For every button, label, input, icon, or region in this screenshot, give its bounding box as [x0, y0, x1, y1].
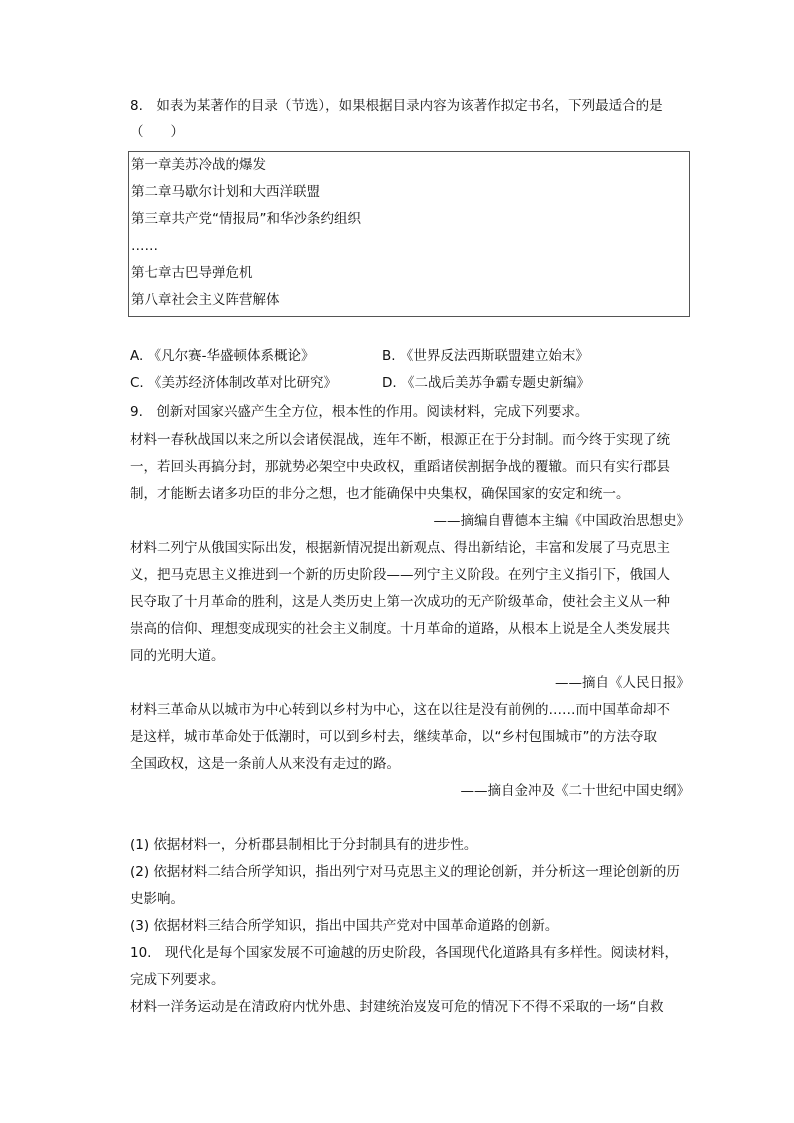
q9-material-2-line: 同的光明大道。	[130, 648, 225, 664]
q10-stem-line: 完成下列要求。	[130, 972, 225, 988]
q9-material-2-line: 崇高的信仰、理想变成现实的社会主义制度。十月革命的道路，从根本上说是全人类发展共	[130, 621, 670, 637]
q9-subquestion-2-line: 史影响。	[130, 891, 184, 907]
q9-material-1-line: 制，才能断去诸多功臣的非分之想，也才能确保中央集权，确保国家的安定和统一。	[130, 486, 630, 502]
q8-answer-paren: （ ）	[130, 124, 184, 140]
q9-subquestion-2-line: (2) 依据材料二结合所学知识，指出列宁对马克思主义的理论创新，并分析这一理论创新的历	[130, 864, 680, 880]
q8-option-a: A. 《凡尔赛-华盛顿体系概论》	[130, 348, 315, 364]
q8-stem: 8. 如表为某著作的目录（节选），如果根据目录内容为该著作拟定书名，下列最适合的是	[130, 98, 663, 114]
q8-option-b: B. 《世界反法西斯联盟建立始末》	[382, 348, 589, 364]
table-row: 第七章古巴导弹危机	[131, 265, 253, 281]
q9-subquestion-3: (3) 依据材料三结合所学知识，指出中国共产党对中国革命道路的创新。	[130, 918, 559, 934]
q9-material-2-line: 材料二列宁从俄国实际出发，根据新情况提出新观点、得出新结论，丰富和发展了马克思主	[130, 540, 670, 556]
q9-subquestion-1: (1) 依据材料一，分析郡县制相比于分封制具有的进步性。	[130, 837, 478, 853]
q9-material-3-line: 是这样，城市革命处于低潮时，可以到乡村去，继续革命，以“乡村包围城市”的方法夺取	[130, 729, 657, 745]
q9-material-3-line: 全国政权，这是一条前人从来没有走过的路。	[130, 756, 400, 772]
q8-option-c: C. 《美苏经济体制改革对比研究》	[130, 375, 338, 391]
q8-option-d: D. 《二战后美苏争霸专题史新编》	[382, 375, 590, 391]
table-row: 第三章共产党“情报局”和华沙条约组织	[131, 211, 361, 227]
q9-material-1-line: 材料一春秋战国以来之所以会诸侯混战，连年不断，根源正在于分封制。而今终于实现了统	[130, 432, 670, 448]
q9-material-1-line: 一，若回头再搞分封，那就势必架空中央政权，重蹈诸侯割据争战的覆辙。而只有实行郡县	[130, 459, 670, 475]
table-row: 第二章马歇尔计划和大西洋联盟	[131, 184, 320, 200]
q9-material-2-line: 义，把马克思主义推进到一个新的历史阶段——列宁主义阶段。在列宁主义指引下，俄国人	[130, 567, 670, 583]
q9-material-3-line: 材料三革命从以城市为中心转到以乡村为中心，这在以往是没有前例的……而中国革命却不	[130, 702, 670, 718]
table-row: ……	[131, 238, 158, 254]
q9-stem: 9. 创新对国家兴盛产生全方位，根本性的作用。阅读材料，完成下列要求。	[130, 404, 589, 420]
q9-material-2-line: 民夺取了十月革命的胜利，这是人类历史上第一次成功的无产阶级革命，使社会主义从一种	[130, 594, 670, 610]
q10-material-1-line: 材料一洋务运动是在清政府内忧外患、封建统治岌岌可危的情况下不得不采取的一场“自救	[130, 999, 664, 1015]
q8-contents-table	[128, 151, 690, 317]
q9-material-3-source: ——摘自金冲及《二十世纪中国史纲》	[460, 783, 690, 799]
q9-material-1-source: ——摘编自曹德本主编《中国政治思想史》	[433, 513, 690, 529]
q9-material-2-source: ——摘自《人民日报》	[555, 675, 690, 691]
table-row: 第一章美苏冷战的爆发	[131, 157, 266, 173]
q10-stem-line: 10. 现代化是每个国家发展不可逾越的历史阶段，各国现代化道路具有多样性。阅读材料，	[130, 945, 678, 961]
table-row: 第八章社会主义阵营解体	[131, 292, 280, 308]
